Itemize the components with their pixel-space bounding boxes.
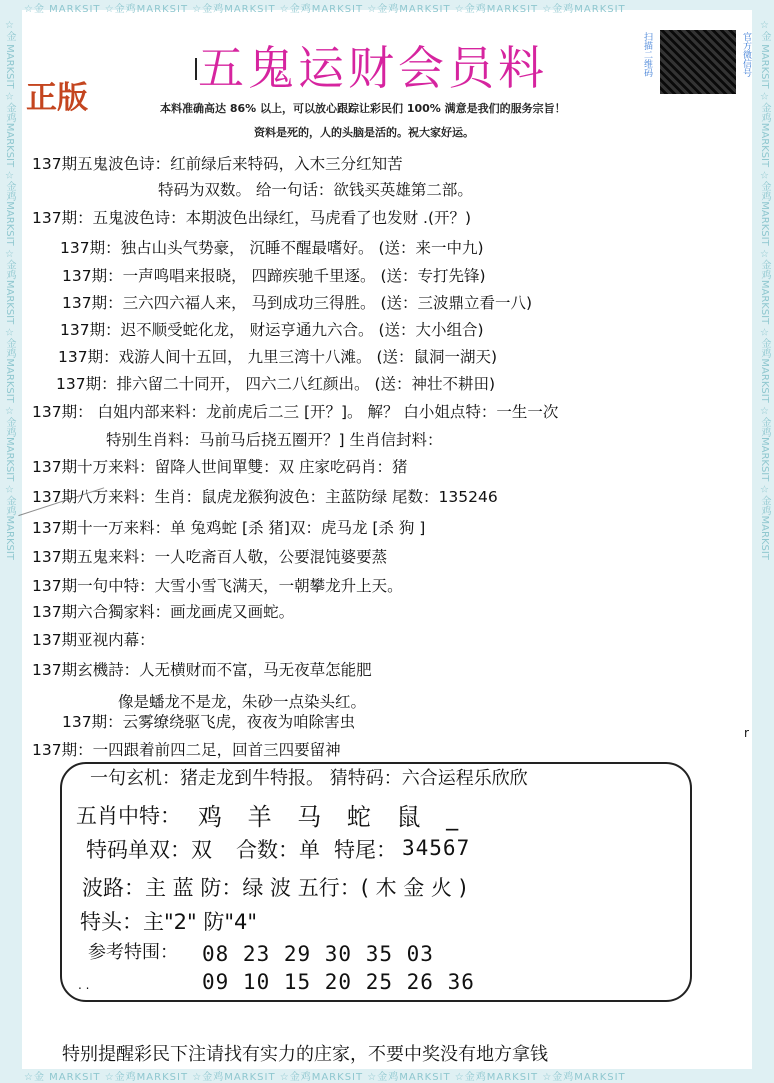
subtitle-accuracy: 本料准确高达 86% 以上，可以放心跟踪让彩民们 100% 满意是我们的服务宗旨！ — [160, 102, 566, 115]
head-number: 特头：主"2" 防"4" — [80, 910, 258, 934]
odd-even: 特码单双：双 — [86, 838, 212, 862]
watermark-bottom: ☆金 MARKSIT ☆金鸡MARKSIT ☆金鸡MARKSIT ☆金鸡MARKSIT ☆金鸡MARKSIT ☆金鸡MARKSIT ☆金鸡MARKSIT — [24, 1072, 626, 1083]
reference-label: 参考特围： — [88, 942, 178, 963]
line-wave-poem-2: 137期：五鬼波色诗：本期波色出绿红，马虎看了也发财 .(开？) — [32, 209, 472, 227]
line-one-sentence: 137期一句中特：大雪小雪飞满天，一朝攀龙升上天。 — [32, 577, 403, 595]
watermark-top: ☆金 MARKSIT ☆金鸡MARKSIT ☆金鸡MARKSIT ☆金鸡MARKSIT ☆金鸡MARKSIT ☆金鸡MARKSIT ☆金鸡MARKSIT — [24, 4, 626, 15]
five-zodiac-label: 五肖中特： — [76, 804, 181, 828]
line-five-ghost: 137期五鬼来料：一人吃斋百人敬，公要混饨婆要蒸 — [32, 548, 388, 566]
line-80k: 137期八万来料：生肖：鼠虎龙猴狗波色：主蓝防绿 尾数：135246 — [32, 488, 498, 506]
qr-code-image — [660, 30, 736, 94]
footer-reminder: 特别提醒彩民下注请找有实力的庄家，不要中奖没有地方拿钱 — [62, 1044, 548, 1065]
line-110k: 137期十一万来料：单 兔鸡蛇 [杀 猪]双：虎马龙 [杀 狗 ] — [32, 519, 426, 537]
line-liuhe-exclusive: 137期六合獨家料：画龙画虎又画蛇。 — [32, 603, 295, 621]
wave-element: 波路：主 蓝 防：绿 波 五行：( 木 金 火 ) — [82, 876, 467, 900]
tail-label: 特尾： — [334, 838, 397, 862]
line-asia-tv: 137期亚视内幕： — [32, 631, 155, 649]
page-title: 五鬼运财会员料 — [198, 41, 548, 95]
qr-right-caption: 官方微信号 — [741, 32, 751, 77]
tail-value: 34567 — [402, 836, 471, 860]
line-even-number: 特码为双数。 给一句话：欲钱买英雄第二部。 — [158, 181, 473, 199]
qr-left-caption: 扫描二维码 — [642, 32, 652, 77]
line-wave-poem: 137期五鬼波色诗：红前绿后来特码，入木三分红知苦 — [32, 155, 403, 173]
poem-line-4: 137期：迟不顺受蛇化龙， 财运亨通九六合。 (送：大小组合) — [60, 321, 484, 339]
line-mystic-poem: 137期玄機詩：人无横财而不富，马无夜草怎能肥 — [32, 661, 372, 679]
line-baijie: 137期： 白姐内部来料：龙前虎后二三 [开？]。 解？ 白小姐点特：一生一次 — [32, 403, 559, 421]
line-zodiac-special: 特别生肖料：马前马后挠五圈开？] 生肖信封料： — [106, 431, 443, 449]
summary-riddle: 一句玄机：猪走龙到牛特报。 猜特码：六合运程乐欣欣 — [90, 768, 528, 789]
sum-parity: 合数：单 — [236, 838, 320, 862]
poem-line-6: 137期：排六留二十同开， 四六二八红颜出。 (送：神壮不耕田) — [56, 375, 496, 393]
reference-row-1: 08 23 29 30 35 03 — [202, 942, 434, 966]
subtitle-luck: 资料是死的，人的头脑是活的。祝大家好运。 — [254, 126, 474, 139]
poem-line-3: 137期：三六四六福人来， 马到成功三得胜。 (送：三波鼎立看一八) — [62, 294, 533, 312]
line-riddle-1: 像是蟠龙不是龙，朱砂一点染头红。 — [118, 693, 367, 711]
line-100k: 137期十万来料：留降人世间單雙：双 庄家吃码肖：猪 — [32, 458, 408, 476]
stray-dots: . . — [78, 978, 90, 992]
poem-line-5: 137期：戏游人间十五回， 九里三湾十八滩。 (送：鼠洞一湖天) — [58, 348, 498, 366]
line-riddle-2: 137期：云雾缭绕驱飞虎，夜夜为咱除害虫 — [62, 713, 356, 731]
five-zodiac-value: 鸡 羊 马 蛇 鼠 _ — [198, 803, 468, 831]
watermark-right: ☆金 MARKSIT ☆金鸡MARKSIT ☆金鸡MARKSIT ☆金鸡MARKSIT ☆金鸡MARKSIT ☆金鸡MARKSIT ☆金鸡MARKSIT — [759, 20, 770, 560]
line-follow: 137期：一四跟着前四二足，回首三四要留神 — [32, 741, 341, 759]
stray-mark: r — [744, 726, 749, 740]
poem-line-2: 137期：一声鸣唱来报晓， 四蹄疾驰千里逐。 (送：专打先锋) — [62, 267, 486, 285]
poem-line-1: 137期：独占山头气势豪， 沉睡不醒最嗜好。 (送：来一中九) — [60, 239, 484, 257]
title-mark — [195, 58, 197, 80]
watermark-left: ☆金 MARKSIT ☆金鸡MARKSIT ☆金鸡MARKSIT ☆金鸡MARKSIT ☆金鸡MARKSIT ☆金鸡MARKSIT ☆金鸡MARKSIT — [4, 20, 15, 560]
reference-row-2: 09 10 15 20 25 26 36 — [202, 970, 475, 994]
authentic-badge: 正版 — [26, 80, 88, 116]
